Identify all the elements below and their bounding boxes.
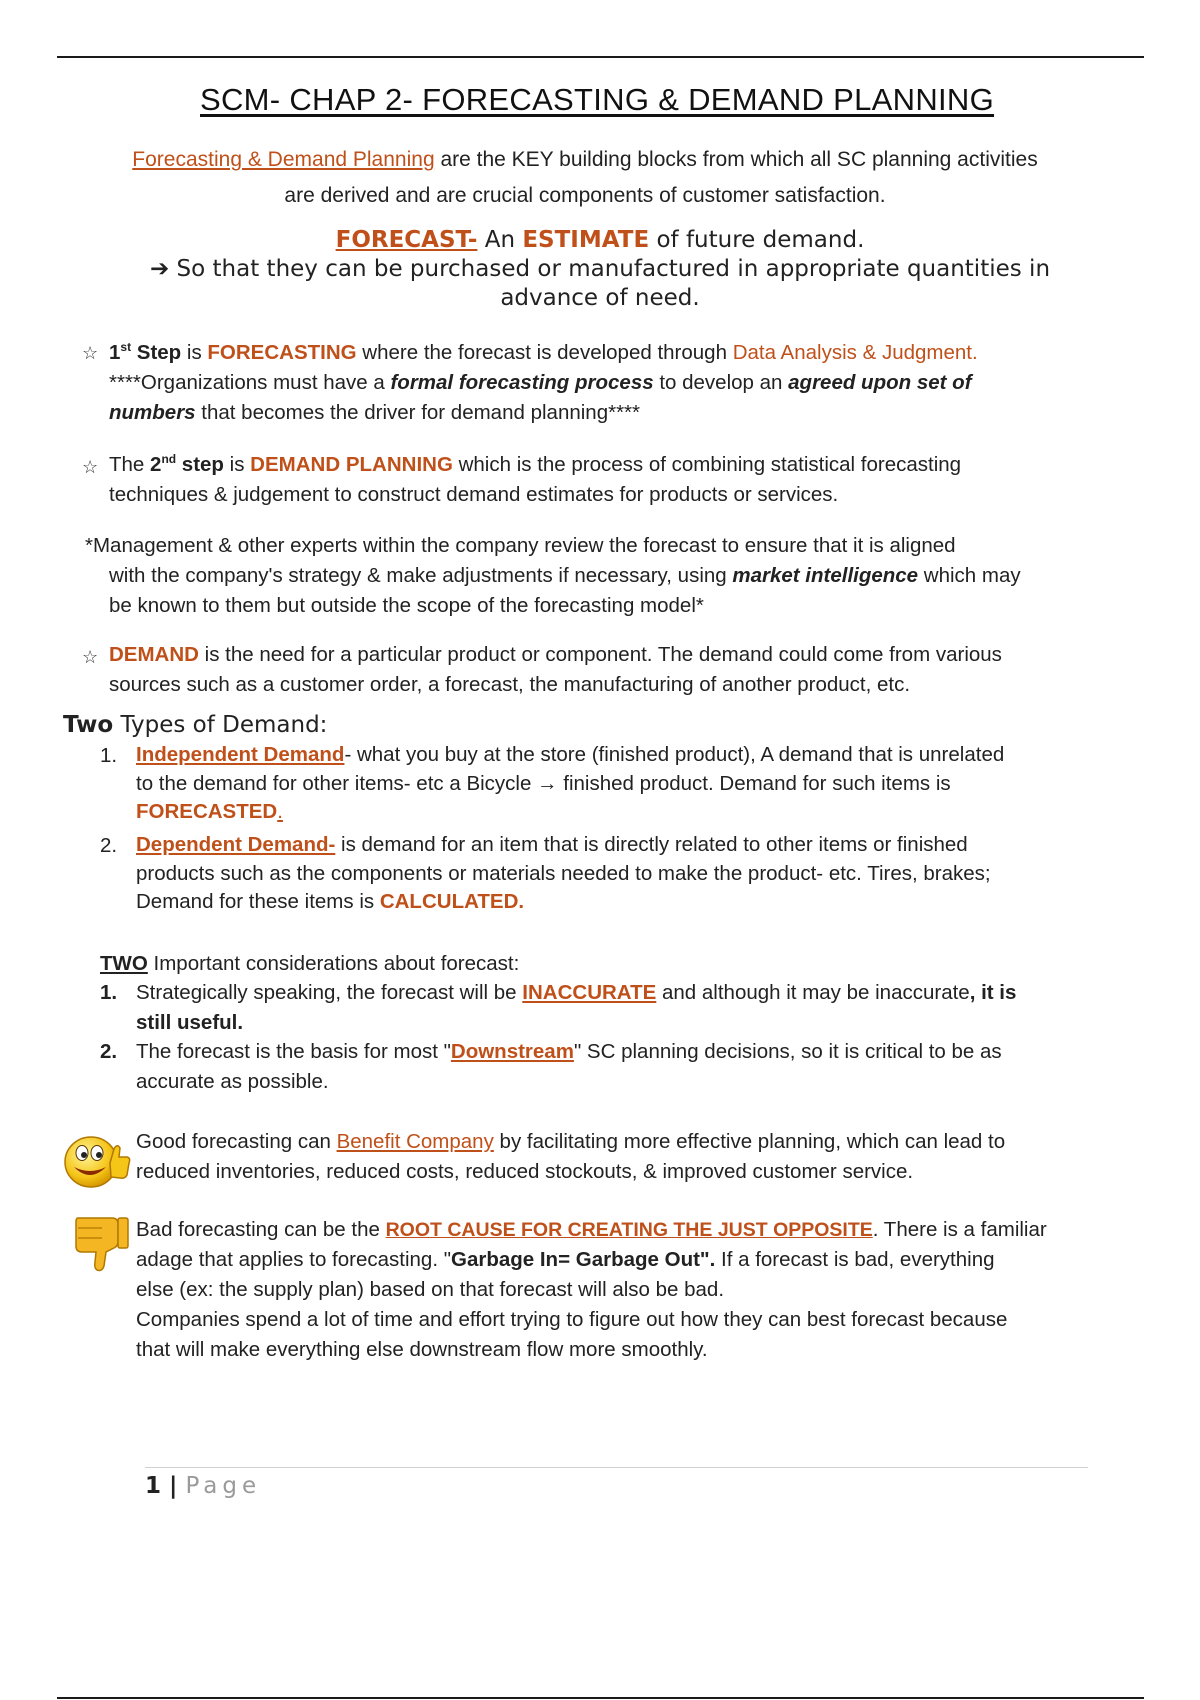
step1-is: is: [181, 341, 208, 364]
downstream-term: Downstream: [450, 1040, 574, 1063]
step2-rest-1: which is the process of combining statistical forecasting: [452, 453, 962, 476]
smiley-thumbs-up-icon: [62, 1131, 132, 1189]
management-line-2a: with the company's strategy & make adjustments if necessary, using: [109, 564, 733, 587]
consideration-1-b: and although it may be inaccurate: [656, 981, 970, 1004]
page-number: 1: [145, 1473, 162, 1499]
management-line-3: be known to them but outside the scope of the forecasting model*: [109, 594, 704, 617]
inaccurate-term: INACCURATE: [522, 981, 657, 1004]
page-separator: |: [161, 1473, 186, 1499]
dependent-demand-l1: is demand for an item that is directly related to other items or finished: [335, 833, 968, 856]
top-rule: [57, 56, 1144, 58]
step2-sup: nd: [161, 452, 177, 467]
consideration-1-c: , it is: [969, 981, 1017, 1004]
forecasted-term: FORECASTED: [136, 800, 278, 823]
bad-f: Companies spend a lot of time and effort trying to figure out how they can best forecast because: [136, 1308, 1008, 1331]
demand-term: DEMAND: [109, 643, 199, 666]
step1-step-word: Step: [131, 341, 182, 364]
bad-d: If a forecast is bad, everything: [715, 1248, 995, 1271]
step1-note-a: ****Organizations must have a: [109, 371, 391, 394]
page-footer: [145, 1473, 261, 1499]
list-number: 1.: [100, 981, 118, 1004]
good-a: Good forecasting can: [136, 1130, 337, 1153]
data-analysis-link: Data Analysis & Judgment.: [732, 341, 978, 364]
step2-the: The: [109, 453, 151, 476]
independent-demand-item: [136, 741, 1136, 827]
consideration-1: [136, 978, 1136, 1038]
step1-paragraph: [109, 338, 1109, 428]
intro-paragraph: [80, 142, 1090, 214]
demand-paragraph: [109, 640, 1119, 700]
forecasted-period: .: [277, 800, 283, 823]
consideration-1-a: Strategically speaking, the forecast will be: [136, 981, 523, 1004]
demand-planning-term: DEMAND PLANNING: [250, 453, 453, 476]
dependent-demand-l3a: Demand for these items is: [136, 890, 380, 913]
bottom-rule: [57, 1697, 1144, 1699]
market-intelligence-term: market intelligence: [732, 564, 919, 587]
calculated-term: CALCULATED.: [379, 890, 525, 913]
step1-sup: st: [120, 340, 132, 355]
consideration-2: [136, 1037, 1136, 1097]
step1-note-b: formal forecasting process: [390, 371, 654, 394]
star-icon: ☆: [82, 343, 99, 363]
root-cause-term: ROOT CAUSE FOR CREATING THE JUST OPPOSITE: [385, 1219, 873, 1241]
management-paragraph: [85, 531, 1125, 621]
consideration-2-b: " SC planning decisions, so it is critical to be as: [573, 1040, 1002, 1063]
list-number: 2.: [100, 1040, 118, 1063]
step2-rest-2: techniques & judgement to construct demand estimates for products or services.: [109, 483, 839, 506]
management-line-2c: which may: [918, 564, 1021, 587]
list-number: 1.: [100, 744, 118, 767]
independent-demand-l1: - what you buy at the store (finished product), A demand that is unrelated: [344, 743, 1005, 766]
step1-note-e: numbers: [109, 401, 196, 424]
types-heading-text: Types of Demand:: [113, 712, 328, 738]
considerations-heading-text: Important considerations about forecast:: [147, 952, 520, 975]
step2-is: is: [223, 453, 251, 476]
bad-g: that will make everything else downstream flow more smoothly.: [136, 1338, 708, 1361]
step1-note-c: to develop an: [653, 371, 789, 394]
star-icon: ☆: [82, 457, 99, 477]
forecast-term: FORECAST-: [335, 227, 478, 253]
forecasting-term: FORECASTING: [207, 341, 357, 364]
consideration-2-a: The forecast is the basis for most ": [136, 1040, 451, 1063]
star-icon: ☆: [82, 647, 99, 667]
intro-text-2: are derived and are crucial components of customer satisfaction.: [284, 184, 886, 207]
bad-e: else (ex: the supply plan) based on that forecast will also be bad.: [136, 1278, 725, 1301]
good-forecasting-paragraph: [136, 1127, 1136, 1187]
intro-text-1: are the KEY building blocks from which all SC planning activities: [434, 148, 1038, 171]
bad-c: adage that applies to forecasting. ": [136, 1248, 451, 1271]
demand-rest-2: sources such as a customer order, a forecast, the manufacturing of another product, etc.: [109, 673, 911, 696]
independent-demand-term: Independent Demand: [136, 743, 345, 766]
dependent-demand-l2: products such as the components or materials needed to make the product- etc. Tires, brakes;: [136, 861, 991, 885]
estimate-term: ESTIMATE: [522, 227, 650, 253]
page-title: SCM- CHAP 2- FORECASTING & DEMAND PLANNING: [200, 82, 995, 117]
good-c: reduced inventories, reduced costs, reduced stockouts, & improved customer service.: [136, 1160, 914, 1183]
footer-rule: [145, 1467, 1088, 1468]
independent-demand-l2: to the demand for other items- etc a Bicycle → finished product. Demand for such items is: [136, 771, 951, 795]
forecast-definition: [90, 226, 1110, 313]
management-line-1: *Management & other experts within the company review the forecast to ensure that it is aligned: [85, 534, 956, 557]
bad-b: . There is a familiar: [872, 1218, 1047, 1241]
dependent-demand-item: [136, 831, 1136, 917]
step1-mid: where the forecast is developed through: [356, 341, 733, 364]
types-heading: [63, 712, 327, 738]
step1-number: 1: [109, 341, 121, 364]
garbage-in-out-term: Garbage In= Garbage Out".: [451, 1248, 716, 1271]
list-number: 2.: [100, 834, 118, 857]
bad-forecasting-paragraph: [136, 1215, 1136, 1365]
benefit-company-link: Benefit Company: [336, 1130, 494, 1153]
forecast-rest: of future demand.: [649, 227, 865, 253]
thumbs-down-icon: [72, 1212, 132, 1274]
step2-step-word: step: [176, 453, 224, 476]
page-word: Page: [185, 1473, 262, 1499]
demand-rest-1: is the need for a particular product or component. The demand could come from various: [198, 643, 1002, 666]
considerations-two: TWO: [100, 952, 148, 975]
forecast-line-2: So that they can be purchased or manufactured in appropriate quantities in: [169, 256, 1051, 282]
dependent-demand-term: Dependent Demand-: [136, 833, 336, 856]
forecast-an: An: [477, 227, 523, 253]
step2-number: 2: [150, 453, 162, 476]
step2-paragraph: [109, 450, 1109, 510]
step1-note-f: that becomes the driver for demand planning****: [195, 401, 641, 424]
forecast-line-3: advance of need.: [500, 285, 700, 311]
types-two: Two: [63, 712, 114, 738]
consideration-2-d: accurate as possible.: [136, 1070, 329, 1093]
intro-link[interactable]: Forecasting & Demand Planning: [132, 148, 435, 171]
considerations-heading: [100, 949, 519, 979]
consideration-1-d: still useful.: [136, 1011, 244, 1034]
bad-a: Bad forecasting can be the: [136, 1218, 386, 1241]
good-b: by facilitating more effective planning, which can lead to: [493, 1130, 1006, 1153]
step1-note-d: agreed upon set of: [788, 371, 972, 394]
arrow-right-icon: ➔: [149, 256, 170, 282]
